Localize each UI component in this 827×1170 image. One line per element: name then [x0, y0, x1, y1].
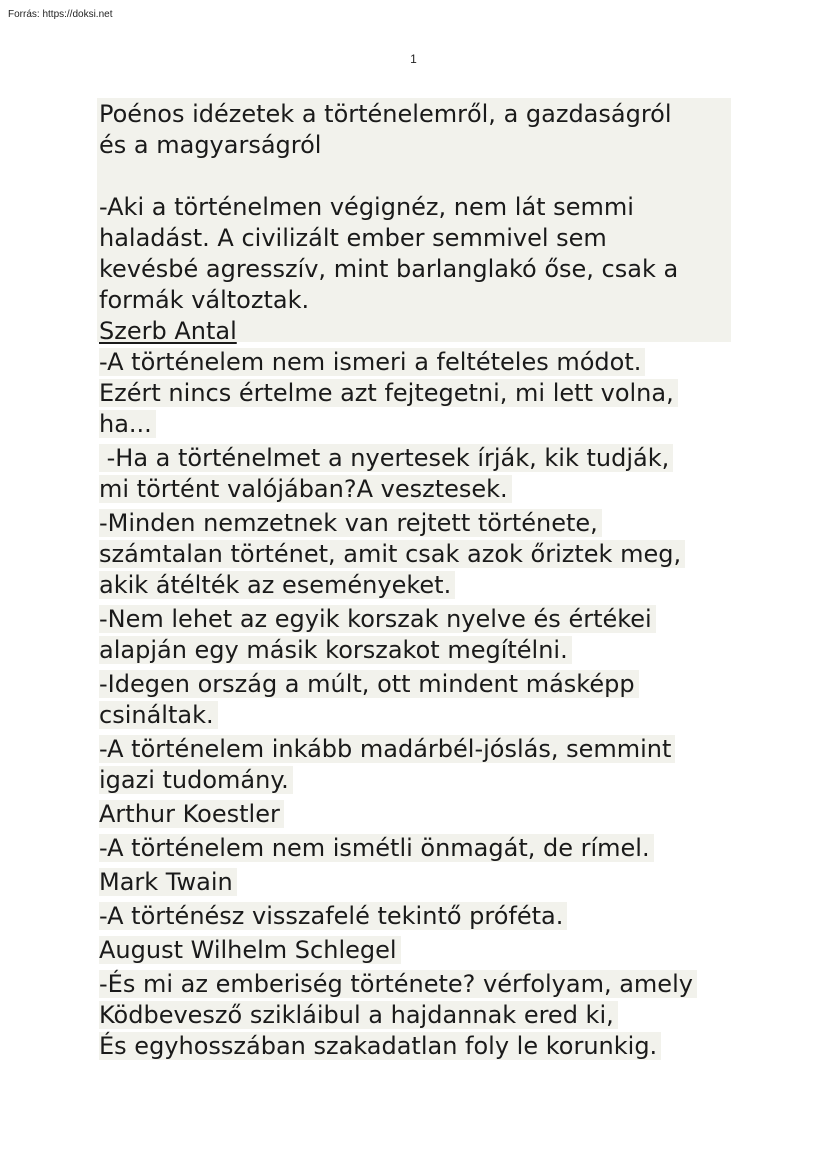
quote-3: -Ha a történelmet a nyertesek írják, kik tudják, mi történt valójában?A vesztesek. [99, 443, 739, 505]
quote-7-author: Arthur Koestler [99, 799, 739, 830]
quote-10: -És mi az emberiség története? vérfolyam, amely Ködbevesző szikláibul a hajdannak ered ki, És egyhosszában szakadatlan foly le korunkig. [99, 969, 739, 1062]
quote-7: -A történelem inkább madárbél-jóslás, semmint igazi tudomány. [99, 734, 739, 796]
quote-8: -A történelem nem ismétli önmagát, de rímel. [99, 833, 739, 864]
quote-1-author: Szerb Antal [99, 317, 237, 345]
quote-2: -A történelem nem ismeri a feltételes módot. Ezért nincs értelme azt fejtegetni, mi lett volna, ha... [99, 347, 739, 440]
quote-1: -Aki a történelmen végignéz, nem lát semmi haladást. A civilizált ember semmivel sem kevésbé agresszív, mint barlanglakó őse, csak a formák változtak. [99, 193, 679, 314]
quote-8-author: Mark Twain [99, 867, 739, 898]
quote-4: -Minden nemzetnek van rejtett története, számtalan történet, amit csak azok őriztek meg, akik átélték az eseményeket. [99, 508, 739, 601]
document-body [99, 99, 739, 1062]
quote-6: -Idegen ország a múlt, ott mindent másképp csináltak. [99, 669, 739, 731]
source-label: Forrás: https://doksi.net [8, 9, 113, 20]
quote-9: -A történész visszafelé tekintő próféta. [99, 901, 739, 932]
page-number: 1 [410, 52, 417, 66]
document-title: Poénos idézetek a történelemről, a gazdaságról és a magyarságról [99, 100, 672, 159]
quote-5: -Nem lehet az egyik korszak nyelve és értékei alapján egy másik korszakot megítélni. [99, 604, 739, 666]
quote-9-author: August Wilhelm Schlegel [99, 935, 739, 966]
